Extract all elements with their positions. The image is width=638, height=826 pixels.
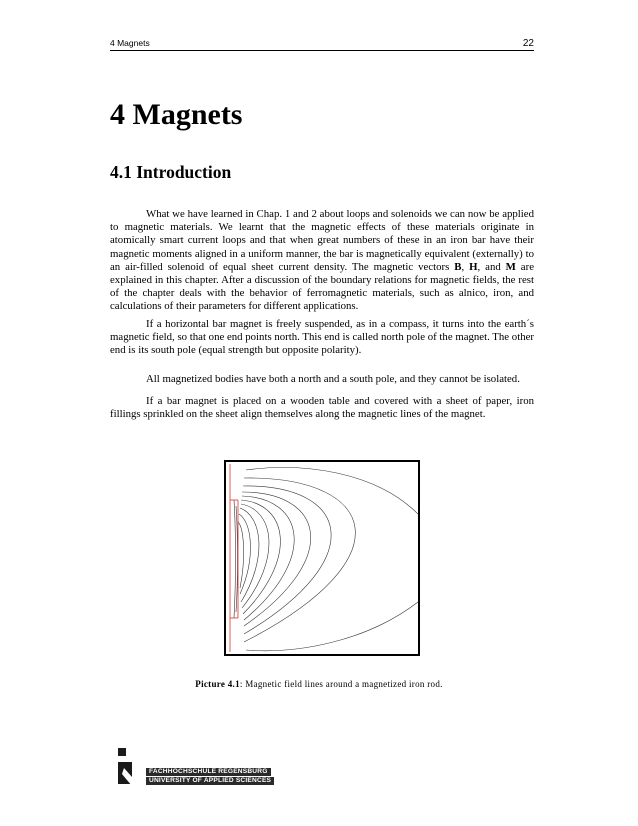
caption-text: : Magnetic field lines around a magnetized iron rod. xyxy=(239,679,443,689)
paragraph-poles-text: All magnetized bodies have both a north and a south pole, and they cannot be isolated. xyxy=(146,373,520,385)
vector-b-label: B xyxy=(454,260,462,273)
header-chapter-label: 4 Magnets xyxy=(110,38,150,48)
paragraph-iron-fillings xyxy=(110,395,534,421)
section-title: 4.1 Introduction xyxy=(110,162,232,182)
paragraph-bar-magnet xyxy=(110,318,534,358)
field-lines-figure xyxy=(224,460,420,656)
separator: , xyxy=(461,260,470,273)
figure-caption xyxy=(0,679,638,689)
separator: , and xyxy=(477,260,506,273)
running-header xyxy=(110,36,534,51)
paragraph-bar-magnet-text: If a horizontal bar magnet is freely suspended, as in a compass, it turns into the earth´s magnetic field, so that one end points north. This end is called north pole of the magnet. The other end is its south pole (equal strength but opposite polarity). xyxy=(110,318,534,357)
paragraph-intro-part2: are explained in this chapter. After a discussion of the boundary relations for magnetic fields, the rest of the chapter deals with the behavior of ferromagnetic materials, such as alnico, iron, and calculations of their parameters for different applications. xyxy=(110,260,534,313)
field-lines-diagram xyxy=(226,462,418,654)
paragraph-iron-fillings-text: If a bar magnet is placed on a wooden table and covered with a sheet of paper, iron fillings sprinkled on the sheet align themselves along the magnetic lines of the magnet. xyxy=(110,395,534,421)
header-page-number: 22 xyxy=(522,38,534,49)
paragraph-intro-part1: What we have learned in Chap. 1 and 2 about loops and solenoids we can now be applied to magnetic materials. We learnt that the magnetic effects of these materials originate in atomically smart current loops and that when great numbers of these in an iron bar have their magnetic moments aligned in a uniform manner, the bar is magnetically equivalent (externally) to an air-filled solenoid of equal sheet current density. The magnetic vectors xyxy=(110,208,534,273)
chapter-title: 4 Magnets xyxy=(110,98,243,131)
field-lines xyxy=(234,467,418,650)
caption-label: Picture 4.1 xyxy=(195,679,240,689)
paragraph-intro xyxy=(110,208,534,314)
paragraph-poles xyxy=(110,373,534,386)
iron-rod xyxy=(230,464,238,652)
logo-line-2: UNIVERSITY OF APPLIED SCIENCES xyxy=(146,777,274,785)
vector-m-label: M xyxy=(505,260,516,273)
logo-line-1: FACHHOCHSCHULE REGENSBURG xyxy=(146,768,271,776)
vector-h-label: H xyxy=(469,260,478,273)
